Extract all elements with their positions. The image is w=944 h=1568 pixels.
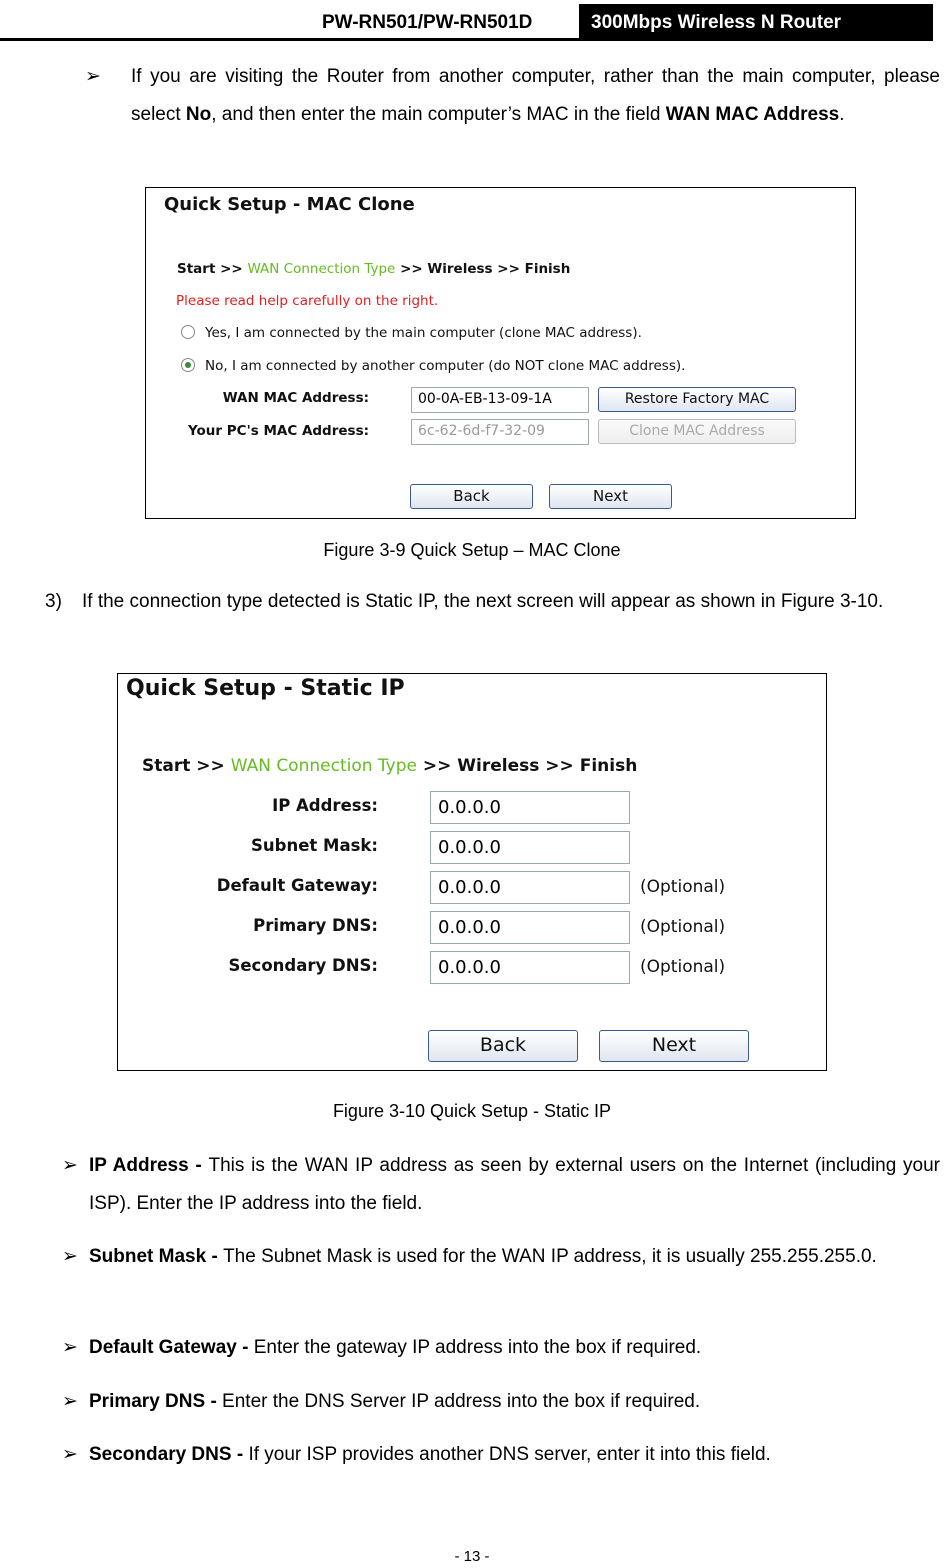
ip-address-label: IP Address: <box>272 796 378 815</box>
page-number: - 13 - <box>454 1548 490 1565</box>
desc-ip-address: ➢ IP Address - This is the WAN IP address as seen by external users on the Internet (including your ISP). Enter the IP address into the field. <box>62 1147 940 1223</box>
secondary-dns-label: Secondary DNS: <box>228 956 378 975</box>
header-rule <box>0 38 933 41</box>
bullet-arrow-icon: ➢ <box>85 66 101 87</box>
static-ip-steps: Start >> WAN Connection Type >> Wireless >> Finish <box>142 756 638 776</box>
desc-subnet-mask: ➢ Subnet Mask - The Subnet Mask is used for the WAN IP address, it is usually 255.255.255.0. <box>62 1238 940 1276</box>
next-button[interactable]: Next <box>549 484 672 509</box>
default-gateway-optional: (Optional) <box>640 877 726 897</box>
radio-no[interactable] <box>181 358 195 372</box>
wan-mac-label: WAN MAC Address: <box>222 390 369 406</box>
step-number: 3) <box>45 591 62 612</box>
bullet-arrow-icon: ➢ <box>62 1444 78 1465</box>
product-name: 300Mbps Wireless N Router <box>579 4 933 38</box>
step-3-text: If the connection type detected is Static IP, the next screen will appear as shown in Figure 3-10. <box>82 591 884 612</box>
default-gateway-label: Default Gateway: <box>216 876 378 895</box>
bullet-arrow-icon: ➢ <box>62 1246 78 1267</box>
clone-mac-button: Clone MAC Address <box>598 419 796 444</box>
intro-bullet <box>85 58 940 134</box>
subnet-mask-label: Subnet Mask: <box>251 836 378 855</box>
radio-yes[interactable] <box>181 325 195 339</box>
bullet-arrow-icon: ➢ <box>62 1391 78 1412</box>
default-gateway-input[interactable]: 0.0.0.0 <box>430 871 630 904</box>
intro-text: If you are visiting the Router from another computer, rather than the main computer, please select No, and then enter the main computer’s MAC in the field WAN MAC Address. <box>131 66 940 125</box>
subnet-mask-input[interactable]: 0.0.0.0 <box>430 831 630 864</box>
secondary-dns-optional: (Optional) <box>640 957 726 977</box>
static-ip-title: Quick Setup - Static IP <box>126 676 405 701</box>
primary-dns-label: Primary DNS: <box>253 916 378 935</box>
back-button[interactable]: Back <box>410 484 533 509</box>
help-note: Please read help carefully on the right. <box>176 293 439 309</box>
step-3 <box>45 588 943 616</box>
static-ip-screenshot <box>117 673 827 1071</box>
pc-mac-input: 6c-62-6d-f7-32-09 <box>411 419 589 445</box>
wan-mac-input[interactable]: 00-0A-EB-13-09-1A <box>411 387 589 413</box>
desc-secondary-dns: ➢ Secondary DNS - If your ISP provides another DNS server, enter it into this field. <box>62 1436 940 1474</box>
ip-address-input[interactable]: 0.0.0.0 <box>430 791 630 824</box>
model-name: PW-RN501/PW-RN501D <box>322 12 533 33</box>
secondary-dns-input[interactable]: 0.0.0.0 <box>430 951 630 984</box>
mac-clone-screenshot <box>145 187 856 519</box>
wan-connection-type-link[interactable]: WAN Connection Type <box>247 261 396 277</box>
back-button[interactable]: Back <box>428 1030 578 1062</box>
page-header <box>0 0 944 42</box>
pc-mac-label: Your PC's MAC Address: <box>188 423 369 439</box>
primary-dns-optional: (Optional) <box>640 917 726 937</box>
desc-default-gateway: ➢ Default Gateway - Enter the gateway IP address into the box if required. <box>62 1329 940 1367</box>
bullet-arrow-icon: ➢ <box>62 1337 78 1358</box>
figure-3-10-caption: Figure 3-10 Quick Setup - Static IP <box>332 1101 612 1121</box>
primary-dns-input[interactable]: 0.0.0.0 <box>430 911 630 944</box>
figure-3-9-caption: Figure 3-9 Quick Setup – MAC Clone <box>323 540 621 560</box>
restore-factory-mac-button[interactable]: Restore Factory MAC <box>598 387 796 412</box>
desc-primary-dns: ➢ Primary DNS - Enter the DNS Server IP address into the box if required. <box>62 1383 940 1421</box>
option-yes[interactable]: Yes, I am connected by the main computer (clone MAC address). <box>181 325 642 341</box>
mac-clone-title: Quick Setup - MAC Clone <box>164 194 415 215</box>
wan-connection-type-link[interactable]: WAN Connection Type <box>230 756 417 776</box>
bullet-arrow-icon: ➢ <box>62 1155 78 1176</box>
option-no[interactable]: No, I am connected by another computer (do NOT clone MAC address). <box>181 358 685 374</box>
next-button[interactable]: Next <box>599 1030 749 1062</box>
mac-clone-steps: Start >> WAN Connection Type >> Wireless >> Finish <box>177 261 571 277</box>
